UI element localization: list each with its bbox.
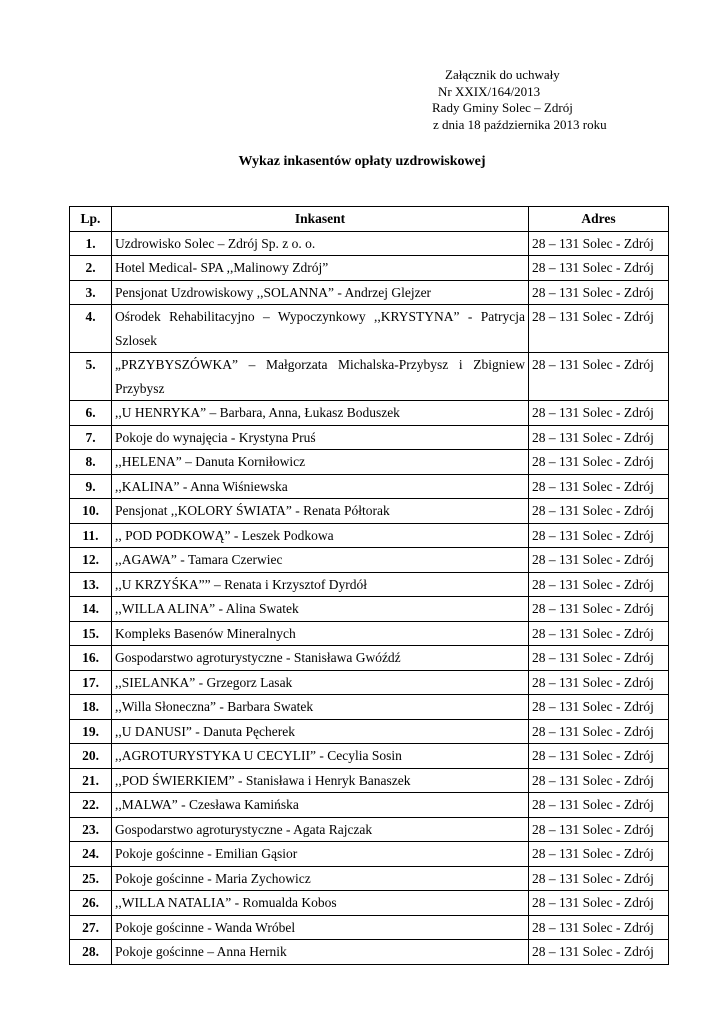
collector-name: ,,SIELANKA” - Grzegorz Lasak [112,670,529,695]
row-number: 5. [70,353,112,401]
collector-address: 28 – 131 Solec - Zdrój [529,523,669,548]
row-number: 15. [70,621,112,646]
row-number: 9. [70,474,112,499]
row-number: 1. [70,231,112,256]
collector-address: 28 – 131 Solec - Zdrój [529,474,669,499]
table-row [70,597,669,622]
collector-address: 28 – 131 Solec - Zdrój [529,597,669,622]
collector-address: 28 – 131 Solec - Zdrój [529,499,669,524]
collector-address: 28 – 131 Solec - Zdrój [529,866,669,891]
collector-address: 28 – 131 Solec - Zdrój [529,842,669,867]
collector-address: 28 – 131 Solec - Zdrój [529,231,669,256]
row-number: 6. [70,401,112,426]
collector-name: Pensjonat ,,KOLORY ŚWIATA” - Renata Półtorak [112,499,529,524]
collector-name: ,,AGAWA” - Tamara Czerwiec [112,548,529,573]
collector-name: ,,WILLA ALINA” - Alina Swatek [112,597,529,622]
table-row [70,548,669,573]
collector-address: 28 – 131 Solec - Zdrój [529,793,669,818]
collector-name: Gospodarstwo agroturystyczne - Stanisława Gwóźdź [112,646,529,671]
collector-name: Pokoje do wynajęcia - Krystyna Pruś [112,425,529,450]
collector-name: Pokoje gościnne - Wanda Wróbel [112,915,529,940]
table-row [70,915,669,940]
collector-address: 28 – 131 Solec - Zdrój [529,646,669,671]
collector-address: 28 – 131 Solec - Zdrój [529,695,669,720]
header-line-number: Nr XXIX/164/2013 [438,83,541,99]
collector-name: ,,AGROTURYSTYKA U CECYLII” - Cecylia Sosin [112,744,529,769]
table-row [70,572,669,597]
row-number: 25. [70,866,112,891]
collector-address: 28 – 131 Solec - Zdrój [529,891,669,916]
header-line-council: Rady Gminy Solec – Zdrój [432,100,573,115]
table-row [70,523,669,548]
table-row [70,621,669,646]
collector-name: ,,U DANUSI” - Danuta Pęcherek [112,719,529,744]
table-row [70,401,669,426]
row-number: 17. [70,670,112,695]
table-row [70,353,669,401]
collector-name: Kompleks Basenów Mineralnych [112,621,529,646]
table-row [70,499,669,524]
table-row [70,940,669,965]
collector-address: 28 – 131 Solec - Zdrój [529,768,669,793]
document-title: Wykaz inkasentów opłaty uzdrowiskowej [238,154,486,169]
collector-name: ,,U KRZYŚKA”” – Renata i Krzysztof Dyrdół [112,572,529,597]
row-number: 4. [70,305,112,353]
collector-address: 28 – 131 Solec - Zdrój [529,401,669,426]
row-number: 10. [70,499,112,524]
collector-name: Hotel Medical- SPA ,,Malinowy Zdrój” [112,256,529,281]
header-line-date: z dnia 18 października 2013 roku [433,116,607,132]
row-number: 22. [70,793,112,818]
row-number: 26. [70,891,112,916]
collector-name: Pokoje gościnne - Emilian Gąsior [112,842,529,867]
table-row [70,305,669,353]
row-number: 21. [70,768,112,793]
collector-address: 28 – 131 Solec - Zdrój [529,621,669,646]
table-row [70,793,669,818]
collector-name: ,,U HENRYKA” – Barbara, Anna, Łukasz Boduszek [112,401,529,426]
table-row [70,425,669,450]
row-number: 16. [70,646,112,671]
row-number: 20. [70,744,112,769]
collector-name: Uzdrowisko Solec – Zdrój Sp. z o. o. [112,231,529,256]
collector-name: „PRZYBYSZÓWKA” – Małgorzata Michalska-Przybysz i Zbigniew Przybysz [112,353,529,401]
collector-name: Gospodarstwo agroturystyczne - Agata Rajczak [112,817,529,842]
table-row [70,670,669,695]
table-row [70,891,669,916]
collector-name: ,,POD ŚWIERKIEM” - Stanisława i Henryk Banaszek [112,768,529,793]
row-number: 27. [70,915,112,940]
collector-name: Pokoje gościnne – Anna Hernik [112,940,529,965]
collector-address: 28 – 131 Solec - Zdrój [529,280,669,305]
row-number: 28. [70,940,112,965]
table-row [70,768,669,793]
column-header-collector: Inkasent [112,207,529,232]
row-number: 3. [70,280,112,305]
collector-name: ,,HELENA” – Danuta Korniłowicz [112,450,529,475]
collector-address: 28 – 131 Solec - Zdrój [529,305,669,353]
row-number: 7. [70,425,112,450]
table-row [70,231,669,256]
collector-address: 28 – 131 Solec - Zdrój [529,256,669,281]
table-row [70,450,669,475]
collector-address: 28 – 131 Solec - Zdrój [529,353,669,401]
row-number: 11. [70,523,112,548]
collector-name: Pokoje gościnne - Maria Zychowicz [112,866,529,891]
column-header-lp: Lp. [70,207,112,232]
table-row [70,695,669,720]
collector-address: 28 – 131 Solec - Zdrój [529,450,669,475]
table-row [70,842,669,867]
collector-address: 28 – 131 Solec - Zdrój [529,572,669,597]
collector-address: 28 – 131 Solec - Zdrój [529,548,669,573]
collector-address: 28 – 131 Solec - Zdrój [529,817,669,842]
collector-address: 28 – 131 Solec - Zdrój [529,915,669,940]
table-header-row [70,207,669,232]
row-number: 24. [70,842,112,867]
collector-name: ,,MALWA” - Czesława Kamińska [112,793,529,818]
row-number: 8. [70,450,112,475]
resolution-header [432,67,607,133]
row-number: 23. [70,817,112,842]
table-row [70,817,669,842]
row-number: 13. [70,572,112,597]
row-number: 14. [70,597,112,622]
table-row [70,646,669,671]
row-number: 19. [70,719,112,744]
collector-name: Ośrodek Rehabilitacyjno – Wypoczynkowy ,,KRYSTYNA” - Patrycja Szlosek [112,305,529,353]
table-row [70,719,669,744]
collector-name: ,,Willa Słoneczna” - Barbara Swatek [112,695,529,720]
collector-address: 28 – 131 Solec - Zdrój [529,425,669,450]
collector-address: 28 – 131 Solec - Zdrój [529,719,669,744]
row-number: 2. [70,256,112,281]
collector-name: ,,WILLA NATALIA” - Romualda Kobos [112,891,529,916]
column-header-address: Adres [529,207,669,232]
row-number: 18. [70,695,112,720]
collector-address: 28 – 131 Solec - Zdrój [529,940,669,965]
header-line-attachment: Załącznik do uchwały [445,67,560,82]
row-number: 12. [70,548,112,573]
collector-address: 28 – 131 Solec - Zdrój [529,670,669,695]
table-row [70,280,669,305]
collector-name: Pensjonat Uzdrowiskowy ,,SOLANNA” - Andrzej Glejzer [112,280,529,305]
table-row [70,474,669,499]
collector-address: 28 – 131 Solec - Zdrój [529,744,669,769]
collector-name: ,,KALINA” - Anna Wiśniewska [112,474,529,499]
table-row [70,866,669,891]
table-body [70,231,669,964]
collector-name: ,, POD PODKOWĄ” - Leszek Podkowa [112,523,529,548]
collectors-table [69,206,669,965]
table-row [70,256,669,281]
table-row [70,744,669,769]
